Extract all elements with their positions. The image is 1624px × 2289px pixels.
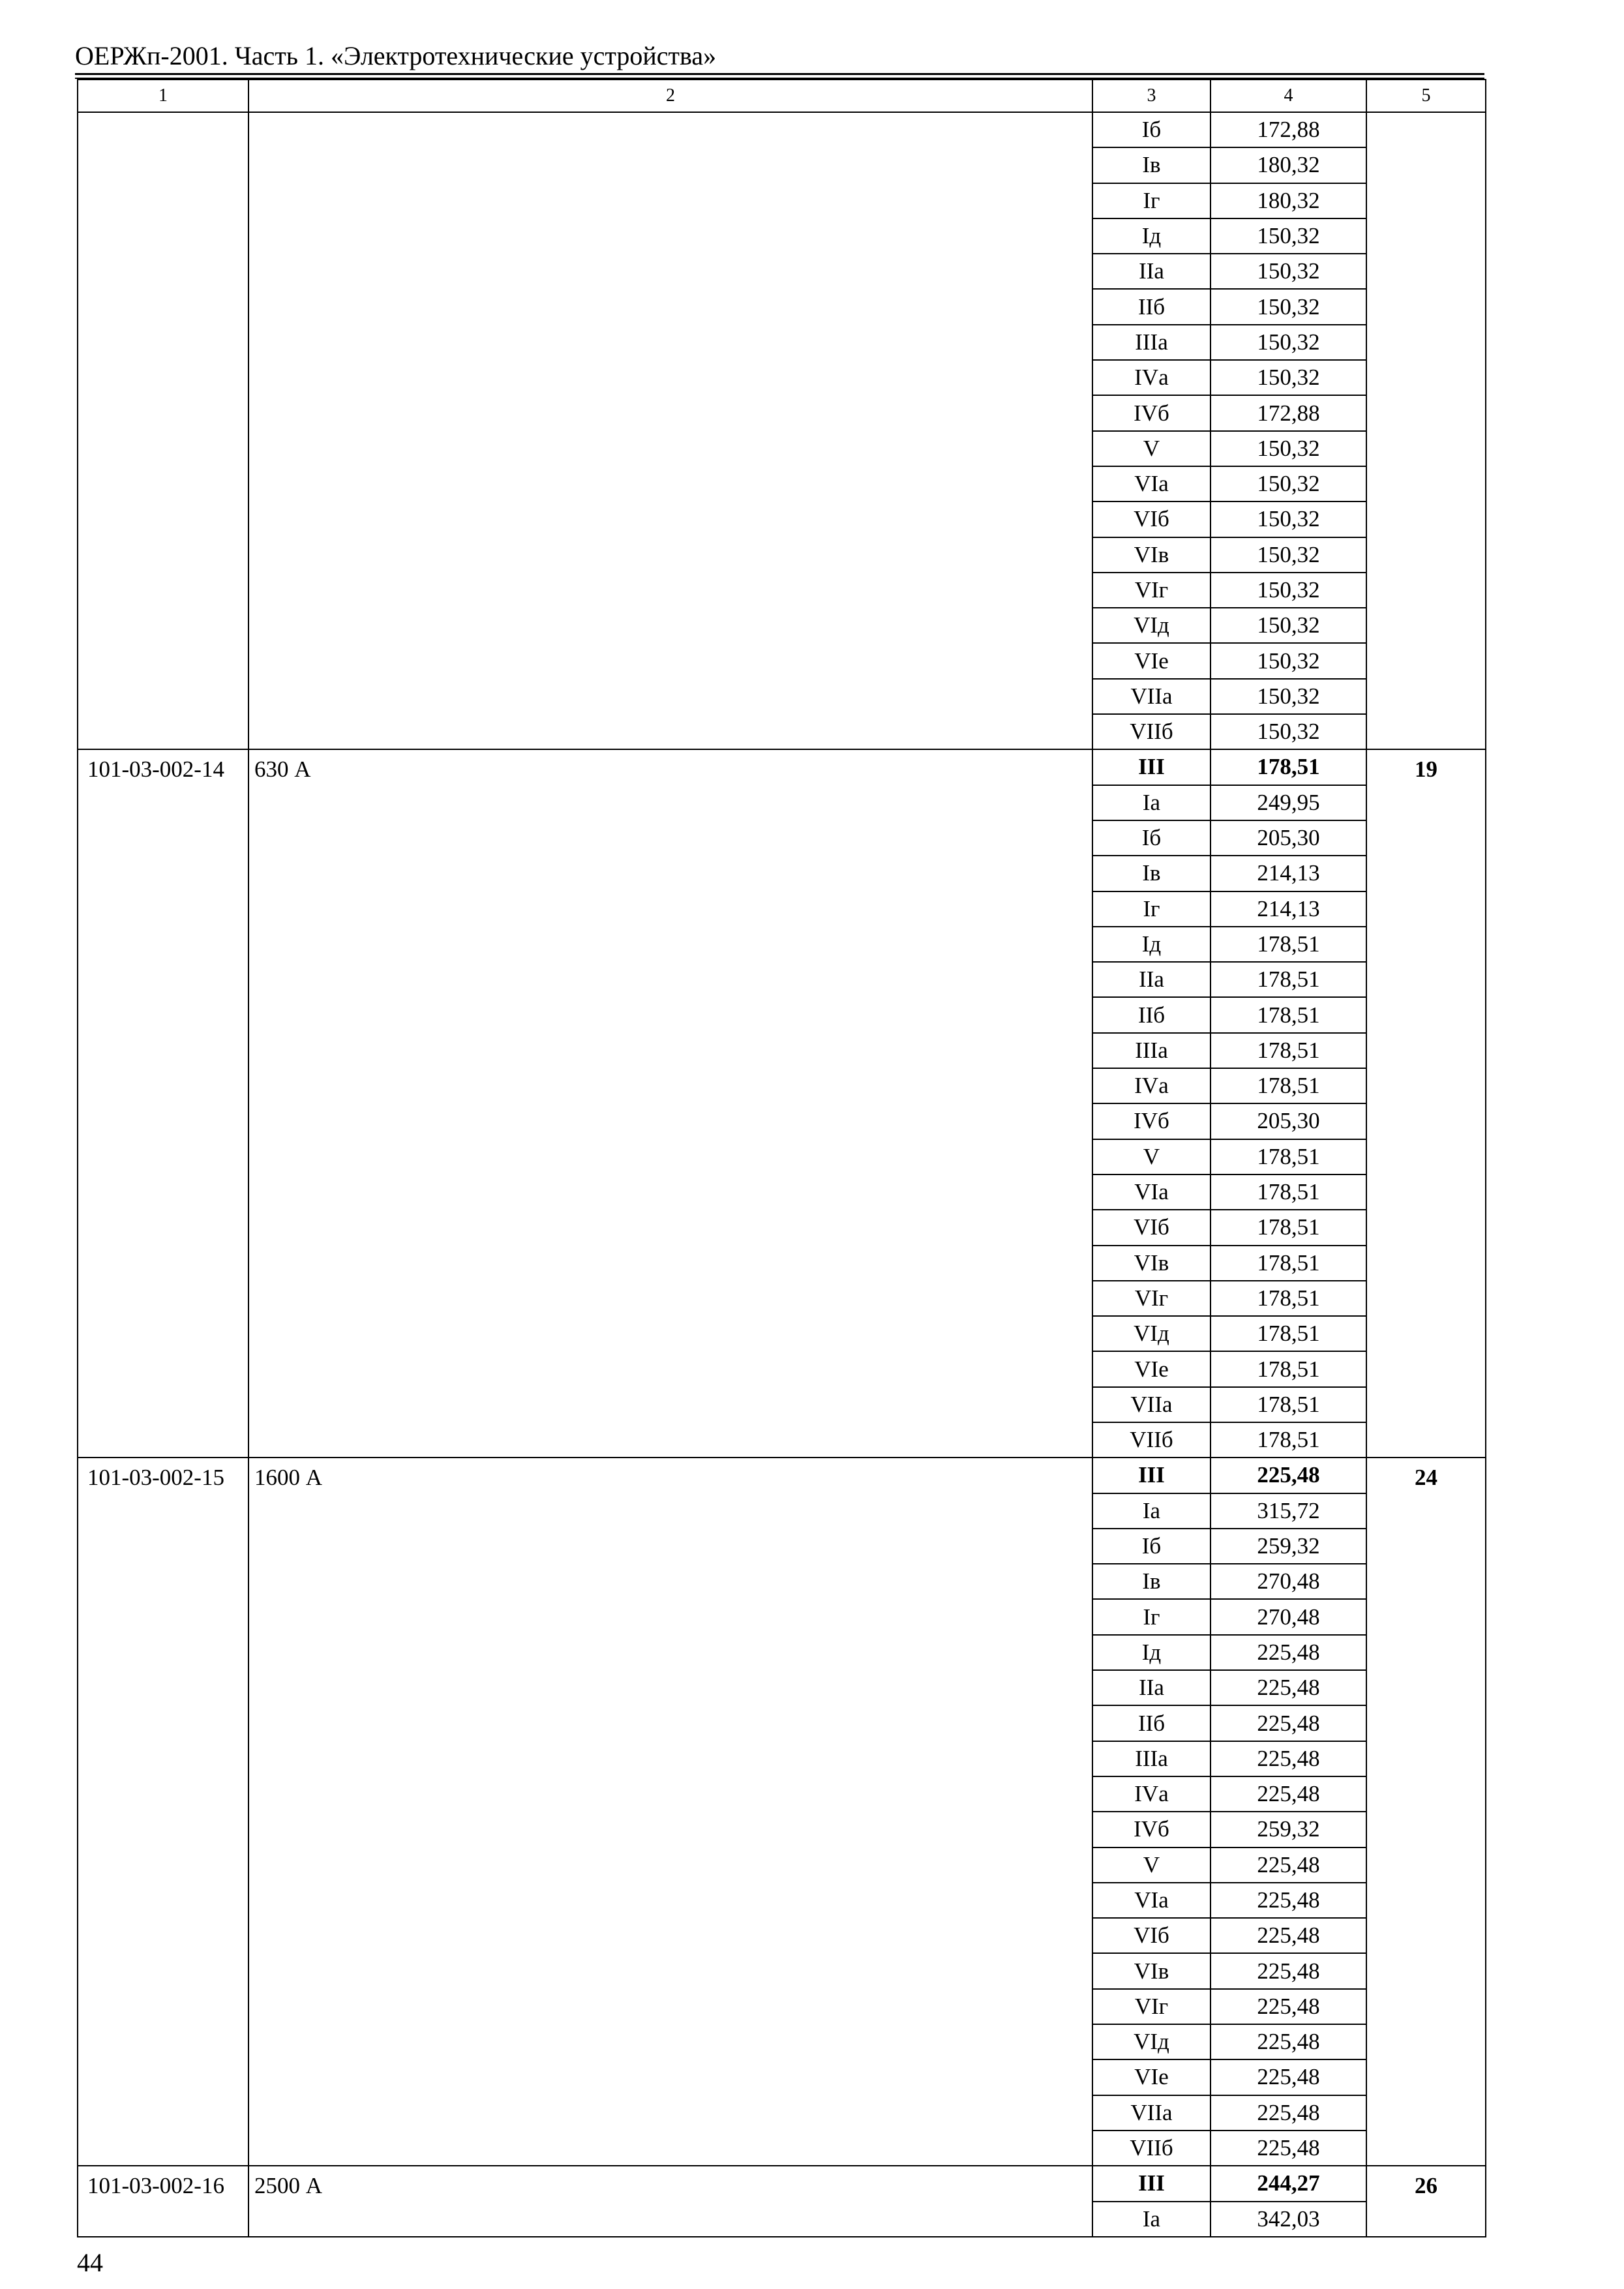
zone-cell: III: [1092, 1458, 1210, 1493]
rate-value-cell: 150,32: [1210, 218, 1366, 254]
table-row: [78, 1458, 1486, 1493]
zone-cell: IVб: [1092, 1812, 1210, 1847]
rate-value-cell: 150,32: [1210, 466, 1366, 501]
zone-cell: VIIб: [1092, 2131, 1210, 2166]
page-header-title: ОЕРЖп-2001. Часть 1. «Электротехнические устройства»: [75, 41, 717, 70]
rate-value-cell: 270,48: [1210, 1564, 1366, 1599]
rate-value-cell: 270,48: [1210, 1599, 1366, 1634]
column-5-cell: 24: [1366, 1458, 1486, 2166]
rate-value-cell: 150,32: [1210, 325, 1366, 360]
zone-cell: Iб: [1092, 820, 1210, 856]
rate-value-cell: 225,48: [1210, 2059, 1366, 2095]
rate-value-cell: 150,32: [1210, 360, 1366, 395]
rate-value-cell: 225,48: [1210, 1635, 1366, 1670]
zone-cell: IIIа: [1092, 1033, 1210, 1068]
rate-value-cell: 225,48: [1210, 2024, 1366, 2059]
rate-value-cell: 178,51: [1210, 1210, 1366, 1245]
zone-cell: Iб: [1092, 112, 1210, 147]
rate-value-cell: 150,32: [1210, 643, 1366, 678]
zone-cell: Iа: [1092, 1493, 1210, 1529]
zone-cell: IVа: [1092, 360, 1210, 395]
rate-value-cell: 172,88: [1210, 112, 1366, 147]
zone-cell: IIа: [1092, 1670, 1210, 1705]
rate-value-cell: 225,48: [1210, 1705, 1366, 1741]
rate-value-cell: 225,48: [1210, 1953, 1366, 1988]
zone-cell: Iв: [1092, 147, 1210, 183]
zone-cell: IVб: [1092, 395, 1210, 430]
column-number-2: 2: [248, 80, 1092, 112]
zone-cell: Iг: [1092, 891, 1210, 927]
header-rule: [75, 73, 1484, 75]
zone-cell: V: [1092, 1848, 1210, 1883]
table-row: [78, 2166, 1486, 2201]
zone-cell: VIе: [1092, 643, 1210, 678]
zone-cell: VIг: [1092, 1281, 1210, 1316]
rate-value-cell: 150,32: [1210, 254, 1366, 289]
resource-name-cell: 2500 А: [248, 2166, 1092, 2237]
rate-value-cell: 172,88: [1210, 395, 1366, 430]
zone-cell: VIа: [1092, 1883, 1210, 1918]
zone-cell: IIIа: [1092, 1741, 1210, 1776]
rate-value-cell: 225,48: [1210, 2095, 1366, 2131]
rate-value-cell: 150,32: [1210, 573, 1366, 608]
rate-value-cell: 178,51: [1210, 1351, 1366, 1386]
zone-cell: VIд: [1092, 1316, 1210, 1351]
zone-cell: Iг: [1092, 1599, 1210, 1634]
rate-value-cell: 178,51: [1210, 1033, 1366, 1068]
rate-value-cell: 225,48: [1210, 1458, 1366, 1493]
zone-cell: VIб: [1092, 1918, 1210, 1953]
column-numbers-row: [78, 80, 1486, 112]
rate-value-cell: 150,32: [1210, 679, 1366, 714]
zone-cell: Iа: [1092, 785, 1210, 820]
column-5-cell: 19: [1366, 749, 1486, 1458]
zone-cell: VIб: [1092, 1210, 1210, 1245]
rate-value-cell: 150,32: [1210, 537, 1366, 573]
rate-value-cell: 259,32: [1210, 1529, 1366, 1564]
zone-cell: Iб: [1092, 1529, 1210, 1564]
zone-cell: IIа: [1092, 962, 1210, 997]
zone-cell: VIIб: [1092, 1422, 1210, 1458]
zone-cell: V: [1092, 431, 1210, 466]
zone-cell: III: [1092, 2166, 1210, 2201]
column-5-cell: [1366, 112, 1486, 749]
rate-value-cell: 205,30: [1210, 1103, 1366, 1139]
zone-cell: IVа: [1092, 1068, 1210, 1103]
zone-cell: IIа: [1092, 254, 1210, 289]
rate-value-cell: 178,51: [1210, 1387, 1366, 1422]
zone-cell: VIIа: [1092, 1387, 1210, 1422]
rate-value-cell: 225,48: [1210, 1776, 1366, 1812]
rate-value-cell: 178,51: [1210, 1068, 1366, 1103]
rate-value-cell: 178,51: [1210, 1281, 1366, 1316]
zone-cell: VIе: [1092, 1351, 1210, 1386]
rate-value-cell: 214,13: [1210, 891, 1366, 927]
zone-cell: VIIб: [1092, 714, 1210, 749]
zone-cell: VIг: [1092, 1989, 1210, 2024]
table-row: [78, 749, 1486, 785]
rates-table: [77, 79, 1486, 2237]
rate-value-cell: 315,72: [1210, 1493, 1366, 1529]
zone-cell: Iв: [1092, 1564, 1210, 1599]
rate-value-cell: 178,51: [1210, 749, 1366, 785]
column-5-cell: 26: [1366, 2166, 1486, 2237]
rate-value-cell: 178,51: [1210, 962, 1366, 997]
rate-value-cell: 205,30: [1210, 820, 1366, 856]
rate-value-cell: 225,48: [1210, 2131, 1366, 2166]
rate-value-cell: 225,48: [1210, 1848, 1366, 1883]
zone-cell: VIа: [1092, 466, 1210, 501]
zone-cell: VIд: [1092, 608, 1210, 643]
resource-code-cell: 101-03-002-16: [78, 2166, 248, 2237]
rate-value-cell: 225,48: [1210, 1918, 1366, 1953]
rate-value-cell: 150,32: [1210, 714, 1366, 749]
zone-cell: Iд: [1092, 1635, 1210, 1670]
rate-value-cell: 178,51: [1210, 1246, 1366, 1281]
zone-cell: IVб: [1092, 1103, 1210, 1139]
resource-name-cell: 630 А: [248, 749, 1092, 1458]
zone-cell: V: [1092, 1139, 1210, 1174]
rate-value-cell: 178,51: [1210, 1139, 1366, 1174]
zone-cell: IVа: [1092, 1776, 1210, 1812]
rate-value-cell: 225,48: [1210, 1741, 1366, 1776]
rate-value-cell: 225,48: [1210, 1989, 1366, 2024]
zone-cell: VIв: [1092, 1953, 1210, 1988]
rate-value-cell: 342,03: [1210, 2202, 1366, 2237]
zone-cell: VIIа: [1092, 2095, 1210, 2131]
zone-cell: Iд: [1092, 218, 1210, 254]
zone-cell: VIIа: [1092, 679, 1210, 714]
zone-cell: IIб: [1092, 997, 1210, 1032]
zone-cell: VIд: [1092, 2024, 1210, 2059]
zone-cell: VIа: [1092, 1174, 1210, 1210]
resource-code-cell: 101-03-002-14: [78, 749, 248, 1458]
rate-value-cell: 180,32: [1210, 147, 1366, 183]
resource-code-cell: 101-03-002-15: [78, 1458, 248, 2166]
zone-cell: VIв: [1092, 537, 1210, 573]
zone-cell: IIб: [1092, 289, 1210, 324]
column-number-5: 5: [1366, 80, 1486, 112]
column-number-1: 1: [78, 80, 248, 112]
zone-cell: VIг: [1092, 573, 1210, 608]
rates-table-body: [78, 80, 1486, 2237]
rate-value-cell: 150,32: [1210, 501, 1366, 537]
column-number-4: 4: [1210, 80, 1366, 112]
zone-cell: IIб: [1092, 1705, 1210, 1741]
zone-cell: Iа: [1092, 2202, 1210, 2237]
resource-code-cell: [78, 112, 248, 749]
zone-cell: Iг: [1092, 183, 1210, 218]
rate-value-cell: 178,51: [1210, 927, 1366, 962]
rate-value-cell: 178,51: [1210, 997, 1366, 1032]
zone-cell: IIIа: [1092, 325, 1210, 360]
rate-value-cell: 249,95: [1210, 785, 1366, 820]
zone-cell: VIв: [1092, 1246, 1210, 1281]
zone-cell: VIе: [1092, 2059, 1210, 2095]
table-row: [78, 112, 1486, 147]
rate-value-cell: 178,51: [1210, 1422, 1366, 1458]
zone-cell: VIб: [1092, 501, 1210, 537]
resource-name-cell: 1600 А: [248, 1458, 1092, 2166]
zone-cell: Iд: [1092, 927, 1210, 962]
zone-cell: Iв: [1092, 856, 1210, 891]
rate-value-cell: 225,48: [1210, 1670, 1366, 1705]
resource-name-cell: [248, 112, 1092, 749]
rate-value-cell: 259,32: [1210, 1812, 1366, 1847]
rate-value-cell: 178,51: [1210, 1316, 1366, 1351]
rate-value-cell: 180,32: [1210, 183, 1366, 218]
rate-value-cell: 225,48: [1210, 1883, 1366, 1918]
rate-value-cell: 150,32: [1210, 608, 1366, 643]
rate-value-cell: 178,51: [1210, 1174, 1366, 1210]
rate-value-cell: 150,32: [1210, 289, 1366, 324]
page-number: 44: [77, 2248, 103, 2277]
zone-cell: III: [1092, 749, 1210, 785]
rate-value-cell: 150,32: [1210, 431, 1366, 466]
rate-value-cell: 244,27: [1210, 2166, 1366, 2201]
column-number-3: 3: [1092, 80, 1210, 112]
rate-value-cell: 214,13: [1210, 856, 1366, 891]
